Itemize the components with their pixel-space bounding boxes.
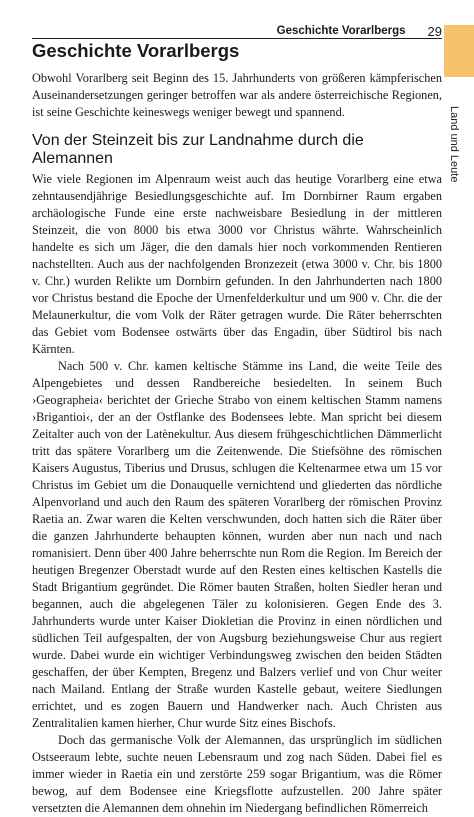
paragraph-1: Wie viele Regionen im Alpenraum weist auch das heutige Vorarlberg eine etwa zehntausendjährige Besiedlungsgeschichte auf. Im Dornbirner Raum ergaben archäologische Funde eine erste nachweisbare Besiedlung in der mittleren Steinzeit, die von 8000 bis etwa 3000 vor Christus währte. Wahrscheinlich handelte es sich um Jäger, die den damals hier noch vorkommenden Rentieren nachstellten. Auch aus der nachfolgenden Bronzezeit (etwa 3000 v. Chr. bis 1800 v. Chr.) wurden Relikte um Dornbirn gefunden. In den Jahrhunderten nach 1800 vor Christus bestand die Epoche der Urnenfelderkultur und um 900 v. Chr. die der Melaunerkultur, die vom Volk der Räter getragen wurde. Die Räter beherrschten das Gebiet vom Bodensee ostwärts über das Engadin, über Südtirol bis nach Kärnten. [32, 172, 442, 356]
paragraph-2: Nach 500 v. Chr. kamen keltische Stämme ins Land, die weite Teile des Alpengebietes und dessen Randbereiche besiedelten. In seinem Buch ›Geographeia‹ berichtet der Grieche Strabo von einem keltischen Stamm namens ›Brigantioi‹, der an der Ostflanke des Bodensees lebte. Man spricht bei diesem Zeitalter auch von der Latènekultur. Aus diesem frühgeschichtlichen Dämmerlicht tritt das spätere Vorarlberg um die Zeitenwende. Die Stiefsöhne des römischen Kaisers Augustus, Tiberius und Drusus, schlugen die Keltenarmee etwa um 15 vor Christus im Gebiet um die Donauquelle vernichtend und gliederten das nördliche Alpenvorland und auch den Raum des späteren Vorarlberg der römischen Provinz Raetia an. Zwar waren die Kelten verschwunden, doch hatten sich die Räter über die ganzen Jahrhunderte behaupten können, wurden aber nun nach und nach romanisiert. Denn über 400 Jahre beherrschte nun Rom die Region. Im Bereich der heutigen Bregenzer Oberstadt wurde auf den Resten eines keltischen Kastells die Stadt Brigantium gegründet. Die Römer bauten Straßen, holten Siedler heran und begannen, auch die abgelegenen Täler zu kolonisieren. Gegen Ende des 3. Jahrhunderts wurde unter Kaiser Diokletian die Provinz in einen nördlichen und südlichen Teil aufgespalten, der von Augsburg beziehungsweise Chur aus regiert wurde. Dabei wurde ein wichtiger Verbindungsweg zwischen den beiden Städten geschaffen, der über Kempten, Bregenz und Balzers verlief und von Chur weiter nach Mailand. Entlang der Straße wurden Kastelle gebaut, weitere Siedlungen errichtet, und es zogen Bauern und Handwerker nach. Auch Christen aus Zentralitalien kamen hierher, Chur wurde Sitz eines Bischofs. [32, 359, 442, 730]
body-text [32, 171, 442, 817]
header-rule [32, 38, 442, 39]
running-title: Geschichte Vorarlbergs [276, 25, 406, 37]
intro-paragraph: Obwohl Vorarlberg seit Beginn des 15. Jahrhunderts von größeren kämpferischen Auseinandersetzungen geringer betroffen war als andere österreichische Regionen, ist seine Geschichte keineswegs weniger bewegt und spannend. [32, 71, 442, 119]
chapter-tab-label: Land und Leute [448, 106, 460, 183]
page-title: Geschichte Vorarlbergs [32, 40, 240, 61]
section-heading: Von der Steinzeit bis zur Landnahme durch die Alemannen [32, 132, 364, 167]
page-number: 29 [427, 23, 442, 39]
chapter-tab [444, 25, 474, 77]
paragraph-3: Doch das germanische Volk der Alemannen, das ursprünglich im südlichen Ostseeraum lebte, suchte neuen Lebensraum und zog nach Süden. Dabei fiel es immer wieder in Raetia ein und zerstörte 259 sogar Brigantium, was die Römer bewog, auf dem Bodensee eine Kriegsflotte aufzustellen. 200 Jahre später versetzten die Alemannen dem ohnehin im Niedergang befindlichen Römerreich [32, 733, 442, 815]
